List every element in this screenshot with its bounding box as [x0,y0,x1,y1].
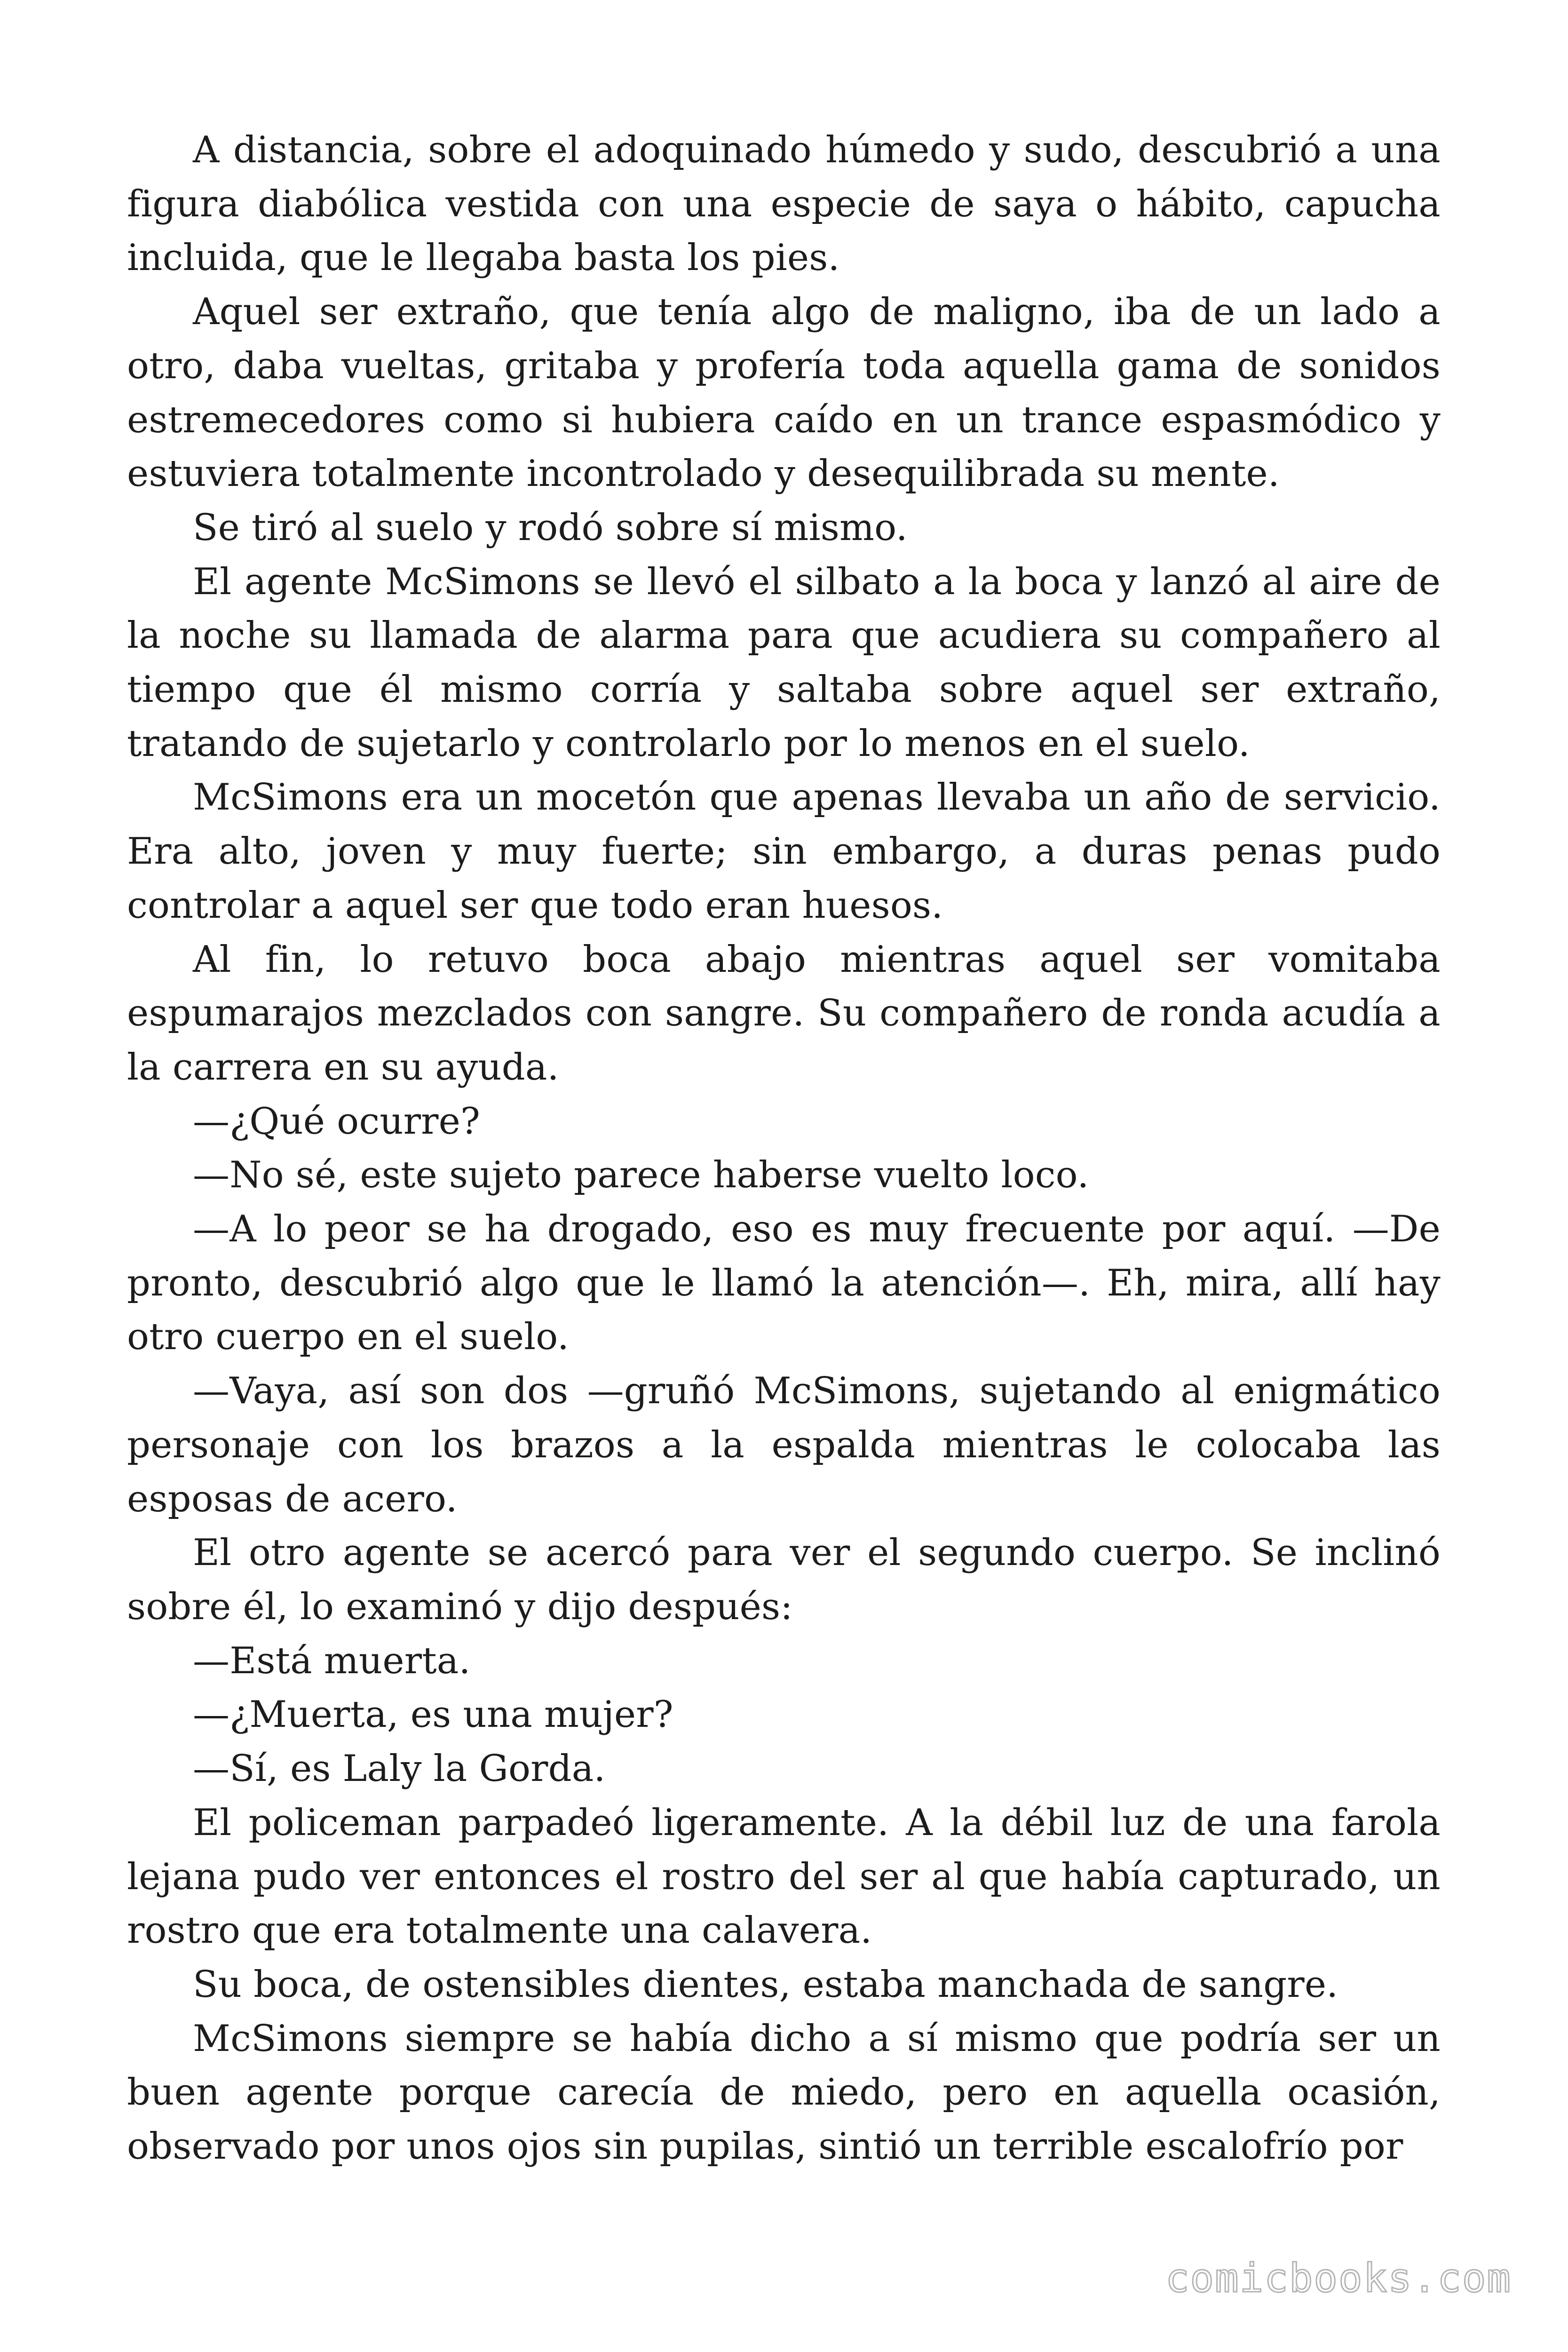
paragraph: Al fin, lo retuvo boca abajo mientras aquel ser vomitaba espumarajos mezclados con sangre. Su compañero de ronda acudía a la carrera en su ayuda. [127,938,1441,1089]
paragraph: Su boca, de ostensibles dientes, estaba manchada de sangre. [193,1963,1338,2006]
paragraph: El agente McSimons se llevó el silbato a la boca y lanzó al aire de la noche su llamada de alarma para que acudiera su compañero al tiempo que él mismo corría y saltaba sobre aquel ser extraño, tratando de sujetarlo y controlarlo por lo menos en el suelo. [127,560,1441,765]
paragraph: El policeman parpadeó ligeramente. A la débil luz de una farola lejana pudo ver entonces el rostro del ser al que había capturado, un rostro que era totalmente una calavera. [127,1801,1441,1952]
dialogue-line: —Está muerta. [193,1639,471,1682]
paragraph: Aquel ser extraño, que tenía algo de maligno, iba de un lado a otro, daba vueltas, gritaba y profería toda aquella gama de sonidos estremecedores como si hubiera caído en un trance espasmódico y estuviera totalmente incontrolado y desequilibrada su mente. [127,291,1441,495]
watermark: comicbooks.com [1165,2255,1512,2301]
paragraph: McSimons era un mocetón que apenas llevaba un año de servicio. Era alto, joven y muy fuerte; sin embargo, a duras penas pudo controlar a aquel ser que todo eran huesos. [127,776,1441,927]
dialogue-line: —¿Qué ocurre? [193,1100,480,1143]
dialogue-line: —Sí, es Laly la Gorda. [193,1748,606,1790]
dialogue-line: —A lo peor se ha drogado, eso es muy frecuente por aquí. —De pronto, descubrió algo que le llamó la atención—. Eh, mira, allí hay otro cuerpo en el suelo. [127,1208,1441,1359]
paragraph: El otro agente se acercó para ver el segundo cuerpo. Se inclinó sobre él, lo examinó y dijo después: [127,1532,1441,1628]
paragraph: Se tiró al suelo y rodó sobre sí mismo. [193,506,908,549]
dialogue-line: —¿Muerta, es una mujer? [193,1693,673,1736]
body-text [127,123,1441,2174]
dialogue-line: —No sé, este sujeto parece haberse vuelto loco. [193,1154,1089,1197]
paragraph: A distancia, sobre el adoquinado húmedo y sudo, descubrió a una figura diabólica vestida con una especie de saya o hábito, capucha incluida, que le llegaba basta los pies. [127,129,1441,279]
paragraph: McSimons siempre se había dicho a sí mismo que podría ser un buen agente porque carecía de miedo, pero en aquella ocasión, observado por unos ojos sin pupilas, sintió un terrible escalofrío por [127,2017,1441,2168]
dialogue-line: —Vaya, así son dos —gruñó McSimons, sujetando al enigmático personaje con los brazos a la espalda mientras le colocaba las esposas de acero. [127,1370,1441,1520]
